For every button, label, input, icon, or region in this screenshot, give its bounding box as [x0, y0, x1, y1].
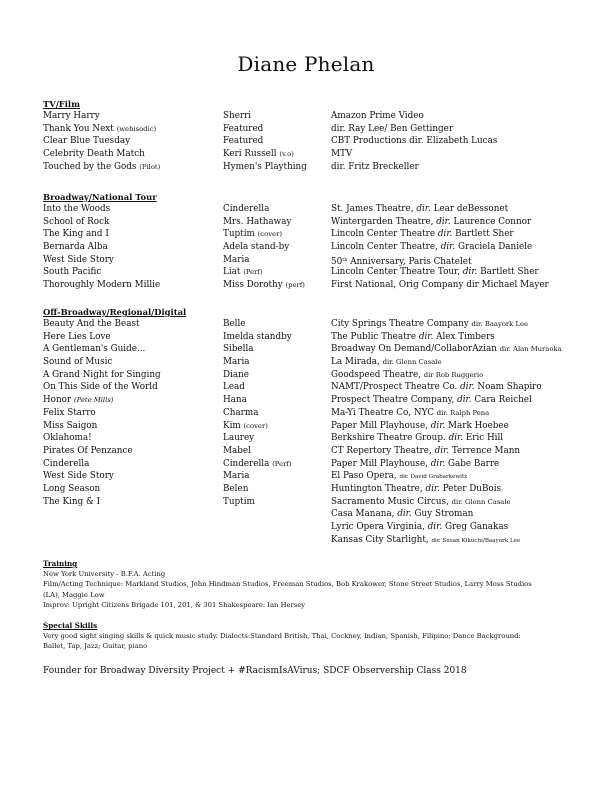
role-text: Laurey [223, 433, 255, 444]
director-credit: dir. Ralph Pena [436, 408, 490, 417]
title-text: Marry Harry [43, 111, 100, 121]
credit-venue [331, 470, 467, 484]
role-text: Maria [223, 254, 250, 265]
credit-title [43, 432, 92, 445]
credit-role [223, 148, 294, 161]
credit-role [223, 135, 263, 148]
credit-venue [331, 394, 532, 407]
credit-venue [331, 216, 531, 229]
credit-role [223, 266, 263, 279]
credit-title [43, 161, 160, 174]
credit-venue [331, 318, 528, 331]
title-text: Miss Saigon [43, 420, 98, 431]
credit-row [43, 318, 583, 331]
credit-role [223, 216, 291, 229]
title-text: Honor [43, 395, 72, 406]
credit-title [43, 148, 145, 161]
role-note: (cover) [257, 230, 282, 239]
founder-note: Founder for Broadway Diversity Project + #RacismIsAVirus; SDCF Observership Class 2018 [43, 666, 467, 676]
credit-role [223, 203, 269, 216]
venue-text: Sacramento Music Circus, [331, 496, 452, 507]
section-heading-off-broadway: Off-Broadway/Regional/Digital [43, 307, 187, 317]
title-text: West Side Story [43, 471, 114, 482]
credit-row [43, 534, 583, 547]
credit-row [43, 266, 583, 279]
role-text: Lead [223, 382, 245, 393]
credit-venue [331, 369, 483, 382]
venue-text: First National, Orig Company dir Michael Mayer [331, 280, 549, 291]
credit-venue [331, 521, 508, 534]
director-credit: dir. David Grabarkewitz [399, 474, 468, 481]
training-line: (LA), Maggie Low [43, 590, 105, 599]
role-text: Tuptim [223, 229, 255, 240]
title-text: Long Season [43, 483, 101, 494]
credit-role [223, 161, 307, 174]
section-heading-broadway: Broadway/National Tour [43, 192, 157, 202]
credit-role [223, 123, 263, 136]
role-text: Hana [223, 395, 247, 406]
role-text: Sibella [223, 344, 254, 355]
credit-role [223, 496, 255, 509]
role-text: Maria [223, 357, 250, 368]
venue-text: Huntington Theatre, [331, 483, 426, 494]
title-text: Cinderella [43, 458, 90, 469]
venue-text: Prospect Theatre Company, [331, 395, 458, 406]
credit-title [43, 407, 96, 420]
director-credit: dir. Greg Ganakas [427, 522, 509, 532]
credit-row [43, 420, 583, 433]
credit-title [43, 110, 100, 123]
role-text: Kim [223, 420, 241, 431]
credit-title [43, 123, 156, 136]
role-text: Belle [223, 319, 246, 329]
director-credit: dir. Susan Kikuchi/Baayork Lee [431, 537, 521, 544]
title-text: Sound of Music [43, 357, 113, 368]
role-note: (Perf) [243, 268, 263, 277]
credit-row [43, 496, 583, 509]
credit-venue [331, 432, 503, 445]
section-heading-training: Training [43, 559, 78, 568]
credit-row [43, 135, 583, 148]
credit-role [223, 331, 292, 344]
role-text: Cinderella [223, 458, 270, 469]
credit-role [223, 279, 305, 292]
credit-title [43, 394, 113, 407]
venue-text: CT Repertory Theatre, [331, 445, 435, 456]
credit-row [43, 279, 583, 292]
director-prefix: dir. [416, 204, 431, 214]
venue-text: Casa Manana, [331, 509, 398, 520]
director-name: Bartlett Sher [452, 229, 514, 240]
title-text: A Grand Night for Singing [43, 369, 161, 380]
credit-title: The King and I [43, 229, 109, 240]
credit-row [43, 521, 583, 534]
venue-text: The Public Theatre [331, 331, 419, 342]
director-credit: dir. Mark Hoebee [430, 420, 509, 431]
credit-venue [331, 534, 520, 548]
credit-venue [331, 331, 495, 344]
title-text: Felix Starro [43, 407, 96, 418]
role-text: Featured [223, 123, 264, 134]
venue-text: Broadway On Demand/CollaborAzian [331, 344, 500, 355]
director-prefix: dir. [437, 229, 453, 240]
credit-venue [331, 279, 549, 292]
venue-text: Ma-Yi Theatre Co, NYC [331, 407, 437, 418]
credit-role [223, 110, 251, 123]
credit-title [43, 318, 140, 331]
title-text: Oklahoma! [43, 433, 92, 444]
venue-text: 50th Anniversary, Paris Chatelet [331, 256, 472, 267]
performer-name: Diane Phelan [237, 52, 375, 76]
credit-venue [331, 228, 514, 241]
role-text: Liat [223, 267, 241, 278]
training-section [43, 559, 583, 610]
credit-title [43, 135, 130, 148]
credit-row [43, 161, 583, 174]
role-text: Sherri [223, 111, 252, 121]
credit-venue [331, 508, 473, 521]
credit-row [43, 254, 583, 267]
credit-title: School of Rock [43, 216, 110, 227]
training-line: Film/Acting Technique: Markland Studios, John Hindman Studios, Freeman Studios, Bob Krakower, Stone Street Studios, Larry Moss Studios [43, 580, 532, 589]
venue-text: Goodspeed Theatre, [331, 369, 424, 380]
director-credit: dir. Terrence Mann [434, 445, 521, 456]
credit-title [43, 369, 161, 382]
credit-venue [331, 483, 501, 496]
broadway-section [43, 192, 583, 292]
credit-title [43, 356, 112, 369]
role-text: Mrs. Hathaway [223, 216, 292, 227]
credit-venue [331, 266, 539, 279]
venue-text: St. James Theatre, [331, 204, 417, 214]
director-credit: dir. Noam Shapiro [460, 382, 542, 393]
credit-role [223, 445, 251, 458]
credit-role [223, 394, 247, 407]
director-name: Laurence Connor [450, 216, 532, 227]
credit-title [43, 343, 145, 356]
credit-role [223, 470, 250, 483]
director-credit: dir. Cara Reichel [457, 395, 532, 406]
credit-venue: dir. Ray Lee/ Ben Gettinger [331, 123, 454, 134]
venue-text: Lyric Opera Virginia, [331, 522, 428, 532]
credit-row [43, 432, 583, 445]
credit-row [43, 458, 583, 471]
training-line: New York University - B.F.A. Acting [43, 570, 166, 578]
role-note: (perf) [285, 281, 305, 290]
role-text: Mabel [223, 445, 251, 456]
credit-venue [331, 496, 511, 509]
venue-text: City Springs Theatre Company [331, 319, 472, 329]
off-broadway-section [43, 307, 583, 546]
credit-role [223, 343, 254, 356]
title-text: Beauty And the Beast [43, 319, 140, 329]
venue-text: Paper Mill Playhouse, [331, 420, 431, 431]
director-credit: dir. Peter DuBois [425, 483, 502, 494]
title-text: A Gentleman's Guide... [43, 344, 146, 355]
venue-text: Paper Mill Playhouse, [331, 458, 431, 469]
credit-title: Into the Woods [43, 204, 111, 214]
director-prefix: dir. [436, 216, 451, 227]
role-note: (cover) [243, 421, 268, 430]
credit-venue [331, 241, 532, 254]
venue-text: Wintergarden Theatre, [331, 216, 437, 227]
credit-row [43, 356, 583, 369]
section-heading-special-skills: Special Skills [43, 621, 98, 630]
credit-venue: MTV [331, 149, 353, 160]
role-text: Adela stand-by [223, 242, 290, 253]
director-name: Bartlett Sher [477, 267, 539, 278]
role-text: Maria [223, 471, 250, 482]
credit-title: Thoroughly Modern Millie [43, 280, 161, 291]
venue-text: Lincoln Center Theatre, [331, 242, 441, 253]
venue-text: Kansas City Starlight, [331, 534, 432, 545]
venue-text: Lincoln Center Theatre Tour, [331, 267, 463, 278]
credit-row [43, 110, 583, 123]
credit-role [223, 254, 250, 267]
director-name: Graciela Daniele [455, 242, 533, 253]
credit-row [43, 331, 583, 344]
credit-row [43, 148, 583, 161]
training-line: Improv: Upright Citizens Brigade 101, 201, & 301 Shakespeare: Ian Hersey [43, 600, 306, 609]
venue-text: La Mirada, [331, 357, 383, 368]
director-credit: dir. Guy Stroman [397, 509, 474, 520]
credit-venue [331, 407, 489, 420]
director-credit: dir. Glenn Casale [451, 497, 511, 506]
role-text: Featured [223, 136, 264, 147]
venue-text: El Paso Opera, [331, 471, 400, 482]
director-credit: dir. Glenn Casale [382, 358, 442, 367]
special-skills-section [43, 621, 583, 652]
credit-role [223, 407, 258, 420]
role-text: Keri Russell [223, 149, 277, 160]
credit-row [43, 123, 583, 136]
credit-role [223, 318, 246, 331]
credit-role [223, 381, 245, 394]
skills-line: Ballet, Tap, Jazz; Guitar, piano [43, 642, 148, 651]
title-note: (Pilot) [139, 162, 161, 171]
credit-row [43, 203, 583, 216]
role-text: Cinderella [223, 204, 270, 214]
credit-venue: Amazon Prime Video [331, 111, 424, 121]
role-text: Tuptim [223, 496, 255, 507]
credit-row [43, 407, 583, 420]
credit-row [43, 381, 583, 394]
title-text: Here Lies Love [43, 331, 111, 342]
credit-title [43, 483, 100, 496]
credit-title: South Pacific [43, 267, 102, 278]
credit-row [43, 508, 583, 521]
credit-row [43, 216, 583, 229]
title-text: Celebrity Death Match [43, 149, 145, 160]
credit-row [43, 241, 583, 254]
credit-role [223, 458, 292, 471]
skills-line: Very good sight singing skills & quick music study. Dialects:Standard British, Thai, Cockney, Indian, Spanish, Filipino; Dance Background: [43, 632, 521, 640]
role-note: (v.o) [279, 150, 294, 159]
director-prefix: dir. [462, 267, 478, 278]
credit-venue: CBT Productions dir. Elizabeth Lucas [331, 136, 498, 147]
credit-row [43, 483, 583, 496]
credit-role [223, 369, 249, 382]
credit-title [43, 381, 158, 394]
credit-venue [331, 458, 499, 471]
credit-title [43, 445, 133, 458]
director-prefix: dir. [440, 242, 456, 253]
credit-title [43, 458, 89, 471]
title-note: (Pete Mills) [73, 396, 114, 405]
credit-role [223, 420, 268, 433]
credit-venue [331, 356, 442, 369]
role-text: Imelda standby [223, 331, 292, 342]
credit-title [43, 331, 111, 344]
director-name: Lear deBessonet [430, 204, 509, 214]
director-credit: dir. Alan Muraoka [499, 345, 562, 354]
title-note: (webisodic) [116, 124, 157, 133]
credit-role [223, 432, 254, 445]
credit-title [43, 420, 97, 433]
role-text: Charma [223, 407, 259, 418]
credit-row [43, 369, 583, 382]
title-text: On This Side of the World [43, 382, 158, 393]
credit-title [43, 470, 114, 483]
director-credit: dir. Alex Timbers [418, 331, 495, 342]
role-text: Belen [223, 483, 249, 494]
venue-text: Berkshire Theatre Group. [331, 433, 449, 444]
credit-row [43, 470, 583, 483]
credit-role [223, 228, 282, 241]
title-text: Clear Blue Tuesday [43, 136, 131, 147]
credit-row [43, 394, 583, 407]
tv-film-section [43, 99, 583, 173]
credit-venue [331, 381, 542, 394]
credit-venue [331, 203, 508, 216]
role-text: Miss Dorothy [223, 280, 283, 291]
venue-text: Lincoln Center Theatre [331, 229, 438, 240]
credit-role [223, 356, 250, 369]
role-text: Diane [223, 369, 249, 380]
credit-title [43, 496, 100, 509]
director-credit: dir. Eric Hill [448, 433, 504, 444]
credit-row [43, 343, 583, 356]
section-heading-tv-film: TV/Film [43, 99, 80, 109]
credit-row [43, 445, 583, 458]
credit-title: Bernarda Alba [43, 242, 108, 253]
credit-row [43, 228, 583, 241]
credit-venue: dir. Fritz Breckeller [331, 161, 419, 172]
credit-role [223, 241, 289, 254]
title-text: Touched by the Gods [43, 161, 137, 172]
title-text: The King & I [43, 496, 101, 507]
venue-text: NAMT/Prospect Theatre Co. [331, 382, 461, 393]
credit-title: West Side Story [43, 254, 114, 265]
director-credit: dir. Baayork Lee [471, 320, 528, 328]
credit-venue [331, 445, 520, 458]
role-note: (Perf) [272, 459, 292, 468]
director-credit: dir. Gabe Barre [430, 458, 500, 469]
role-text: Hymen's Plaything [223, 161, 307, 172]
title-text: Thank You Next [43, 123, 114, 134]
credit-venue [331, 343, 562, 356]
credit-venue [331, 420, 509, 433]
credit-role [223, 483, 248, 496]
title-text: Pirates Of Penzance [43, 445, 133, 456]
director-credit: dir Rob Ruggerio [423, 370, 484, 379]
